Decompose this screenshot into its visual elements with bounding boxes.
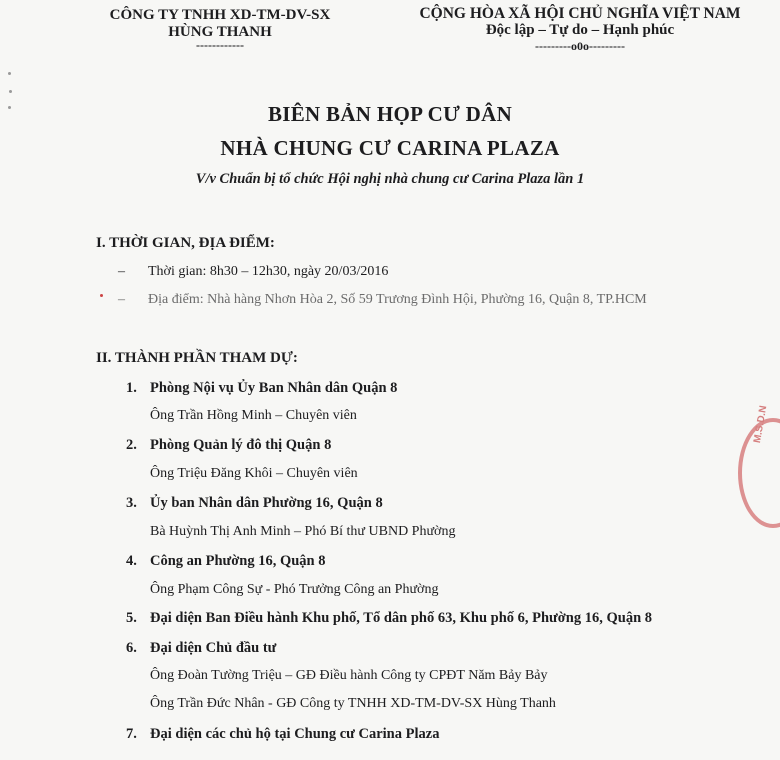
attendee-person: Ông Triệu Đăng Khôi – Chuyên viên (150, 466, 358, 481)
meeting-time: Thời gian: 8h30 – 12h30, ngày 20/03/2016 (148, 264, 389, 279)
attendee-group-title: Phòng Nội vụ Ủy Ban Nhân dân Quận 8 (150, 380, 398, 396)
attendee-group-title: Phòng Quản lý đô thị Quận 8 (150, 437, 332, 453)
attendee-person: Ông Trần Đức Nhân - GĐ Công ty TNHH XD-TM-DV-SX Hùng Thanh (150, 696, 556, 711)
attendee-person: Bà Huỳnh Thị Anh Minh – Phó Bí thư UBND Phường (150, 524, 456, 539)
document-title: BIÊN BẢN HỌP CƯ DÂN (267, 102, 513, 126)
attendee-group-title: Ủy ban Nhân dân Phường 16, Quận 8 (150, 495, 383, 511)
bullet-dash-icon: – (118, 264, 125, 279)
meeting-place: Địa điểm: Nhà hàng Nhơn Hòa 2, Số 59 Trương Đình Hội, Phường 16, Quận 8, TP.HCM (148, 292, 647, 307)
nation-motto: Độc lập – Tự do – Hạnh phúc (485, 22, 675, 38)
nation-rule: ---------o0o--------- (535, 39, 625, 53)
attendee-group-title: Đại diện các chủ hộ tại Chung cư Carina Plaza (150, 726, 440, 742)
scan-speck (8, 72, 11, 75)
attendee-number: 2. (126, 437, 137, 453)
attendee-person: Ông Phạm Công Sự - Phó Trưởng Công an Phường (150, 582, 439, 597)
document-subtitle: V/v Chuẩn bị tổ chức Hội nghị nhà chung cư Carina Plaza lần 1 (195, 171, 585, 187)
company-name-line2: HÙNG THANH (168, 24, 272, 40)
attendee-number: 1. (126, 380, 137, 396)
attendee-number: 6. (126, 640, 137, 656)
attendee-number: 4. (126, 553, 137, 569)
attendee-group-title: Công an Phường 16, Quận 8 (150, 553, 326, 569)
nation-name: CỘNG HÒA XÃ HỘI CHỦ NGHĨA VIỆT NAM (419, 5, 741, 22)
attendee-number: 5. (126, 610, 137, 626)
attendee-person: Ông Trần Hồng Minh – Chuyên viên (150, 408, 357, 423)
section-2-heading: II. THÀNH PHẦN THAM DỰ: (96, 350, 298, 366)
scan-speck (100, 294, 103, 297)
attendee-number: 3. (126, 495, 137, 511)
section-1-heading: I. THỜI GIAN, ĐỊA ĐIỂM: (96, 235, 275, 251)
bullet-dash-icon: – (118, 292, 125, 307)
company-rule: ------------ (196, 38, 244, 52)
red-stamp (738, 404, 780, 528)
stamp-text: M.S.D.N (752, 404, 770, 444)
company-name: CÔNG TY TNHH XD-TM-DV-SX (109, 7, 331, 23)
attendee-group-title: Đại diện Chủ đầu tư (150, 640, 277, 656)
document-title-line2: NHÀ CHUNG CƯ CARINA PLAZA (220, 136, 560, 160)
attendee-person: Ông Đoàn Tường Triệu – GĐ Điều hành Công ty CPĐT Năm Bảy Bảy (150, 668, 548, 683)
attendee-group-title: Đại diện Ban Điều hành Khu phố, Tổ dân phố 63, Khu phố 6, Phường 16, Quận 8 (150, 610, 653, 626)
scan-speck (9, 90, 12, 93)
scan-speck (8, 106, 11, 109)
attendee-number: 7. (126, 726, 137, 742)
